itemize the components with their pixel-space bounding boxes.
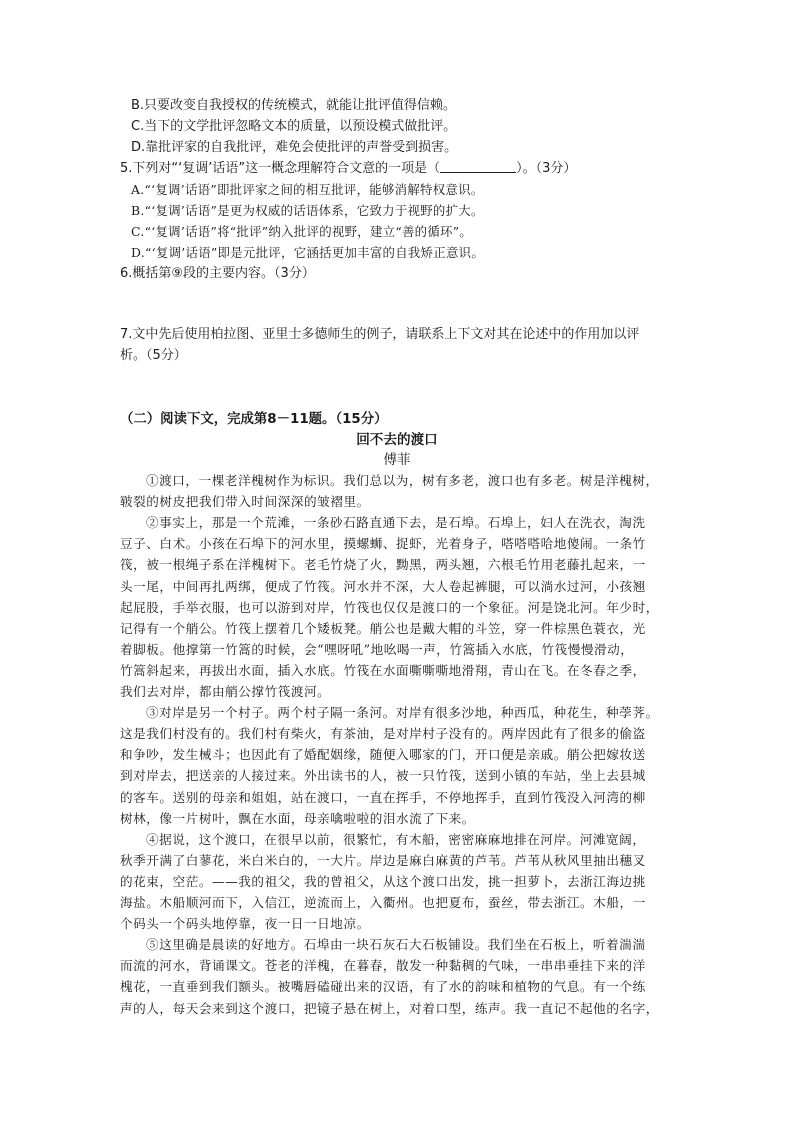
q4-option-b: B.只要改变自我授权的传统模式，就能让批评值得信赖。 [131,98,457,113]
article-title: 回不去的渡口 [356,432,438,448]
article-line: 起屁股，手举衣服，也可以游到对岸，竹筏也仅仅是渡口的一个象征。河是饶北河。年少时， [120,599,659,615]
article-line: 树林，像一片树叶，飘在水面，母亲噙啦啦的泪水流了下来。 [120,810,475,826]
article-line: ④据说，这个渡口，在很早以前，很繁忙，有木船，密密麻麻地排在河岸。河滩宽阔， [146,831,646,847]
q7-stem-line-2: 析。（5分） [120,348,187,363]
article-line: 豆子、白术。小孩在石埠下的河水里，摸螺蛳、捉虾，光着身子，嗒嗒嗒哈地傻闹。一条竹 [120,536,646,552]
article-line: 和争吵，发生械斗；也因此有了婚配姻缘，随便入哪家的门，开口便是亲戚。艄公把嫁妆送 [120,747,646,763]
section-heading: （二）阅读下文，完成第8－11题。（15分） [120,412,388,427]
article-line: 皲裂的树皮把我们带入时间深深的皱褶里。 [120,494,370,510]
q6-stem: 6.概括第⑨段的主要内容。（3分） [120,266,315,281]
q5-stem [120,160,576,178]
article-line: 秋季开满了白蓼花，米白米白的，一大片。岸边是麻白麻黄的芦苇。芦苇从秋风里抽出穗叉 [120,852,646,868]
q5-option-a: A.“‘复调’话语”即批评家之间的相互批评，能够消解特权意识。 [131,182,484,197]
article-line: 的花束，空茫。——我的祖父，我的曾祖父，从这个渡口出发，挑一担萝卜，去浙江海边挑 [120,873,646,889]
article-line: 竹篙斜起来，再拔出水面，插入水底。竹筏在水面嘶嘶嘶地滑翔，青山在飞。在冬春之季， [120,662,646,678]
q4-option-c: C.当下的文学批评忽略文本的质量，以预设模式做批评。 [131,119,457,134]
article-line: 而流的河水，背诵课文。苍老的洋槐，在暮春，散发一种黏稠的气味，一串串垂挂下来的洋 [120,958,646,974]
article-line: 头一尾，中间再扎两绑，便成了竹筏。河水并不深，大人卷起裤腿，可以淌水过河，小孩翘 [120,578,646,594]
article-line: 到对岸去，把送亲的人接过来。外出读书的人，被一只竹筏，送到小镇的车站，坐上去县城 [120,768,646,784]
article-line: 记得有一个艄公。竹筏上摆着几个矮板凳。艄公也是戴大帽的斗笠，穿一件棕黑色蓑衣，光 [120,620,646,636]
article-author: 傅菲 [383,452,411,468]
q7-stem-line-1: 7.文中先后使用柏拉图、亚里士多德师生的例子，请联系上下文对其在论述中的作用加以评 [120,327,640,342]
article-line: 槐花，一直垂到我们额头。被嘴唇磕碰出来的汉语，有了水的韵味和植物的气息。有一个练 [120,979,646,995]
article-line: ①渡口，一棵老洋槐树作为标识。我们总以为，树有多老，渡口也有多老。树是洋槐树， [146,473,659,488]
article-line: 我们去对岸，都由艄公撑竹筏渡河。 [120,684,331,699]
q4-option-d: D.靠批评家的自我批评，难免会使批评的声誉受到损害。 [131,140,458,155]
article-line: 这是我们村没有的。我们村有柴火，有茶油，是对岸村子没有的。两岸因此有了很多的偷盗 [120,726,646,742]
article-line: 着脚板。他撑第一竹篙的时候，会“嘿呀吼”地吆喝一声，竹篙插入水底，竹筏慢慢滑动， [120,641,634,657]
article-line: 个码头一个码头地停靠，夜一日一日地凉。 [120,916,370,932]
q5-answer-blank[interactable] [440,160,516,173]
article-line: 海盐。木船顺河而下，入信江，逆流而上，入衢州。也把夏布，蚕丝，带去浙江。木船，一 [120,895,646,910]
q5-stem-after: ）。（3分） [516,161,577,176]
article-line: ⑤这里确是晨读的好地方。石埠由一块石灰石大石板铺设。我们坐在石板上，听着湍湍 [146,937,646,953]
article-line: ②事实上，那是一个荒滩，一条砂石路直通下去，是石埠。石埠上，妇人在洗衣，淘洗 [146,515,646,531]
q5-option-b: B.“‘复调’话语”是更为权威的话语体系，它致力于视野的扩大。 [131,203,484,218]
q5-option-d: D.“‘复调’话语”即是元批评，它涵括更加丰富的自我矫正意识。 [131,245,485,260]
article-line: 筏，被一根绳子系在洋槐树下。老毛竹烧了火，黝黑，两头翘，六根毛竹用老藤扎起来，一 [120,557,646,573]
article-line: ③对岸是另一个村子。两个村子隔一条河。对岸有很多沙地，种西瓜，种花生，种荸荠。 [146,705,659,721]
q5-stem-before: 5.下列对“‘复调’话语”这一概念理解符合文意的一项是（ [120,161,441,176]
article-line: 声的人，每天会来到这个渡口，把镜子悬在树上，对着口型，练声。我一直记不起他的名字， [120,1000,659,1016]
q5-option-c: C.“‘复调’话语”将“批评”纳入批评的视野，建立“善的循环”。 [131,224,473,239]
article-line: 的客车。送别的母亲和姐姐，站在渡口，一直在挥手，不停地挥手，直到竹筏没入河湾的柳 [120,789,646,805]
